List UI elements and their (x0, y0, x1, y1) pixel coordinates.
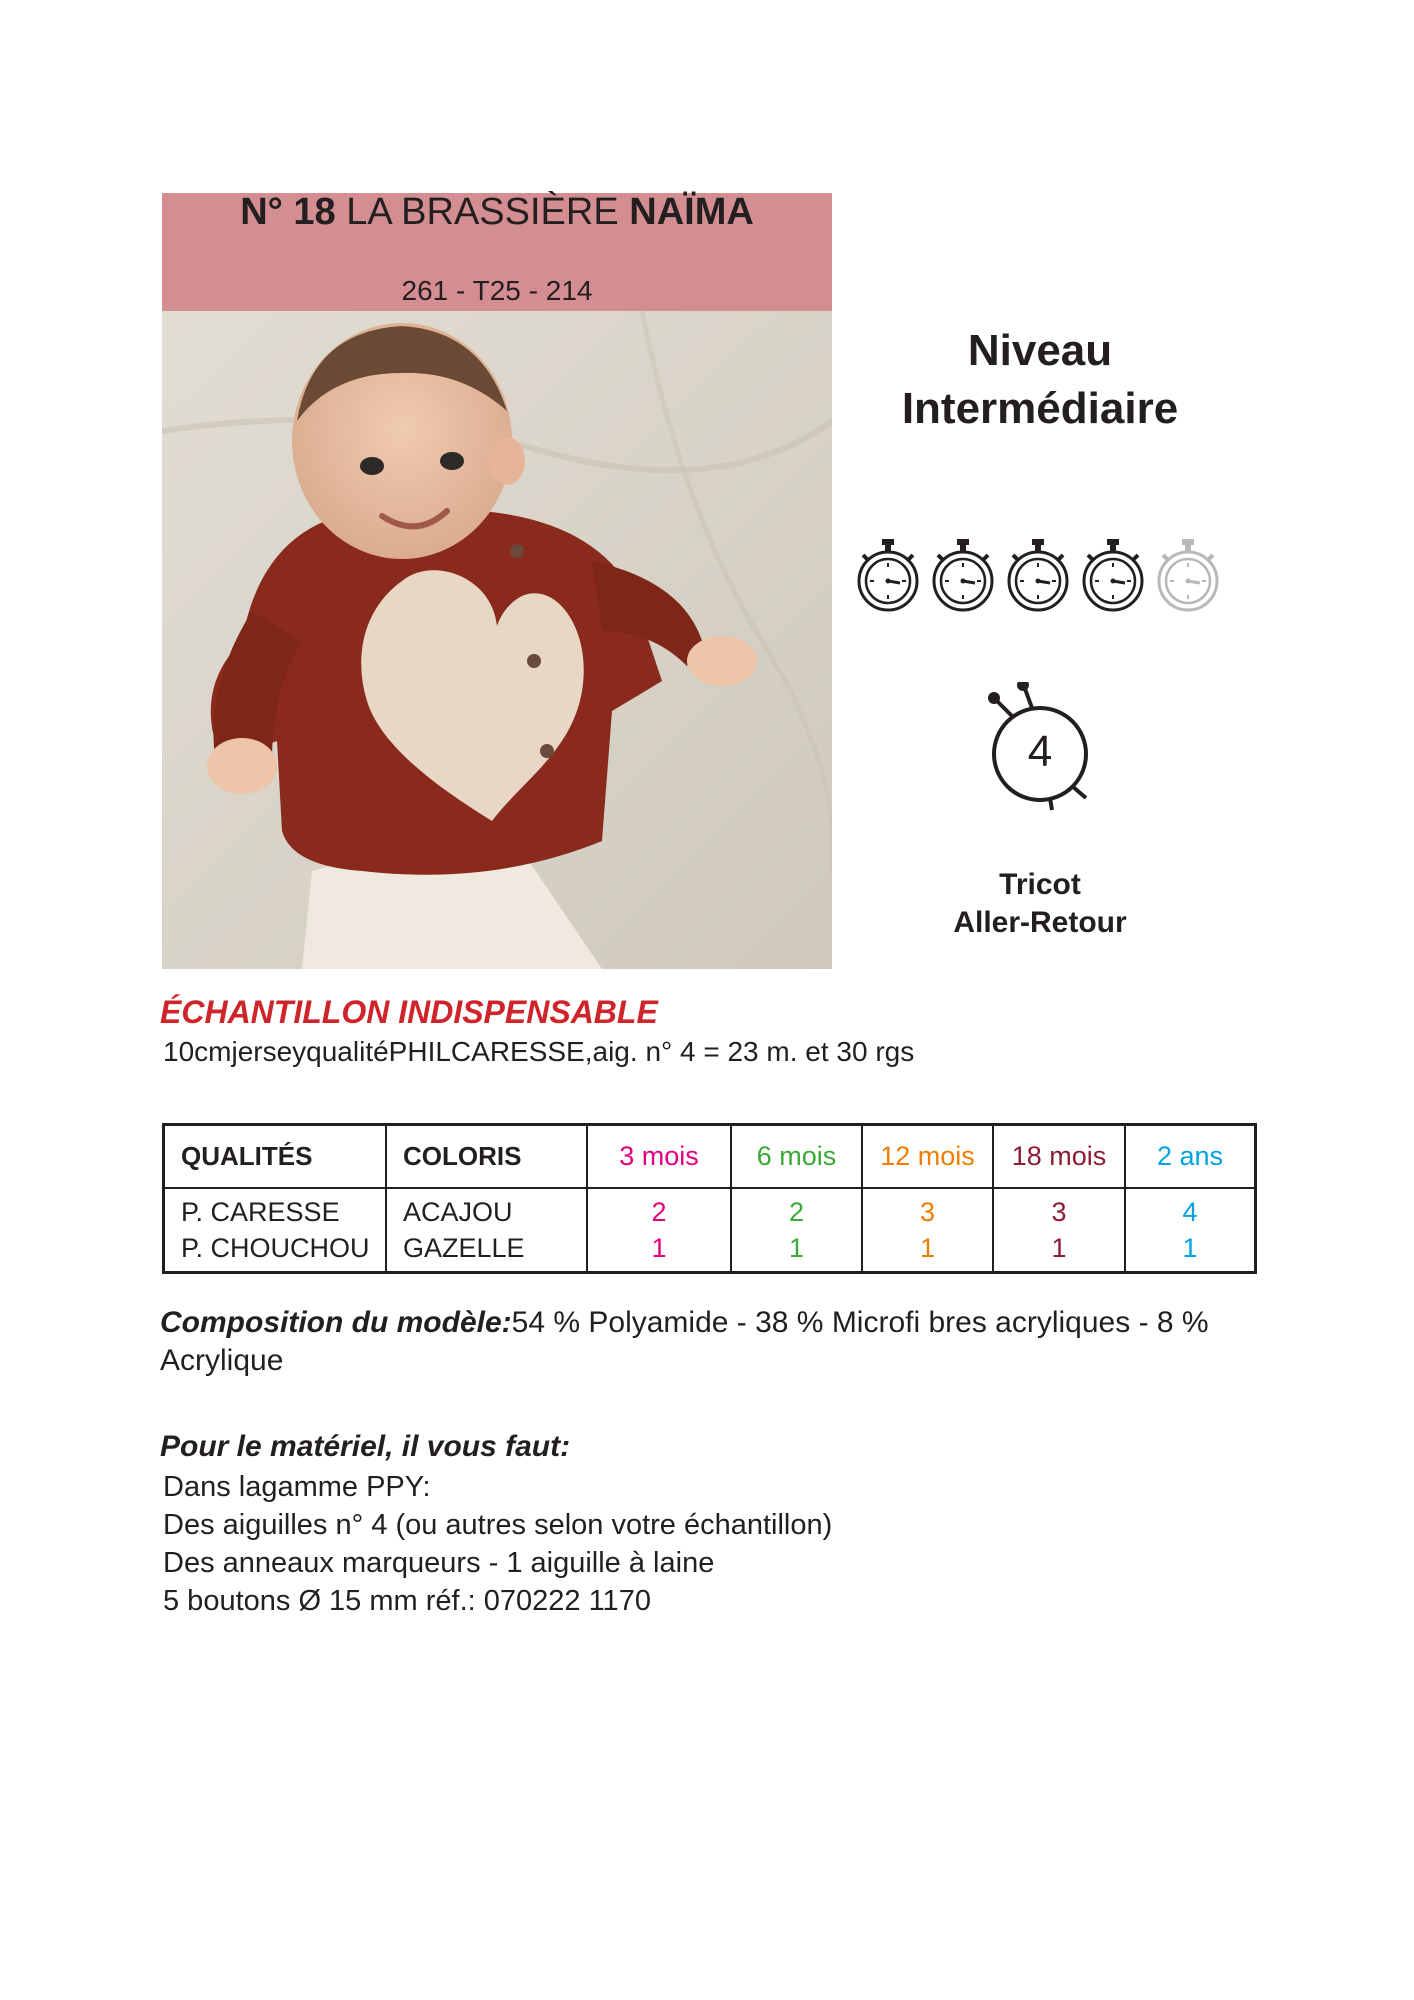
composition-label: Composition du modèle: (160, 1306, 512, 1339)
pattern-type: LA BRASSIÈRE (346, 191, 619, 233)
quantity-value: 2 (651, 1197, 667, 1227)
size-header: 12 mois (862, 1125, 993, 1189)
quantity-cell (587, 1188, 731, 1273)
difficulty-level (860, 322, 1220, 438)
title-banner (162, 193, 832, 311)
yarn-table (162, 1123, 1257, 1274)
needle-size: 4 (1027, 727, 1053, 776)
quantity-value: 3 (919, 1197, 936, 1227)
quantity-cell (862, 1188, 993, 1273)
list-item: 5 boutons Ø 15 mm réf.: 070222 1170 (163, 1585, 651, 1617)
quantity-value: 2 (788, 1197, 805, 1227)
quality-name: P. CARESSE (181, 1197, 340, 1227)
quantity-value: 1 (788, 1233, 805, 1263)
baby-sweater-illustration (162, 311, 832, 969)
level-label: Niveau (967, 326, 1113, 375)
quantity-value: 1 (1051, 1233, 1067, 1263)
composition (160, 1304, 1260, 1380)
quality-name: P. CHOUCHOU (181, 1233, 370, 1263)
pattern-number: N° 18 (240, 191, 336, 233)
quantity-value: 1 (651, 1233, 667, 1263)
size-header: 3 mois (587, 1125, 731, 1189)
list-item: Des aiguilles n° 4 (ou autres selon votre échantillon) (163, 1509, 833, 1541)
stopwatch-icon (1155, 537, 1221, 613)
sample-text: 10cmjerseyqualitéPHILCARESSE,aig. n° 4 = 23 m. et 30 rgs (163, 1036, 915, 1067)
sample-heading: ÉCHANTILLON INDISPENSABLE (160, 994, 658, 1030)
stopwatch-icon (855, 537, 921, 613)
quantity-cell (731, 1188, 862, 1273)
product-photo (162, 311, 832, 969)
quantity-cell (1125, 1188, 1256, 1273)
quantity-value: 4 (1182, 1197, 1198, 1227)
table-row (164, 1188, 1256, 1273)
column-header-quality: QUALITÉS (164, 1125, 387, 1189)
difficulty-rating (855, 537, 1235, 617)
color-name: GAZELLE (403, 1233, 525, 1263)
stopwatch-icon (930, 537, 996, 613)
column-header-color: COLORIS (386, 1125, 587, 1189)
technique (900, 866, 1180, 942)
pattern-title (162, 193, 832, 231)
technique-line2: Aller-Retour (953, 906, 1127, 939)
reference-code: 261 - T25 - 214 (401, 275, 593, 306)
materials-heading: Pour le matériel, il vous faut: (160, 1430, 571, 1463)
stopwatch-icon (1080, 537, 1146, 613)
list-item: Des anneaux marqueurs - 1 aiguille à laine (163, 1547, 715, 1579)
stopwatch-icon (1005, 537, 1071, 613)
list-item: Dans lagamme PPY: (163, 1471, 431, 1503)
size-header: 18 mois (993, 1125, 1125, 1189)
quantity-value: 1 (1182, 1233, 1198, 1263)
technique-line1: Tricot (999, 868, 1081, 901)
quantity-value: 1 (919, 1233, 936, 1263)
materials-list (163, 1468, 832, 1620)
table-header-row (164, 1125, 1256, 1189)
quantity-value: 3 (1051, 1197, 1067, 1227)
color-name: ACAJOU (403, 1197, 513, 1227)
quantity-cell (993, 1188, 1125, 1273)
size-header: 2 ans (1125, 1125, 1256, 1189)
color-cell (386, 1188, 587, 1273)
pattern-name: NAÏMA (629, 191, 754, 233)
size-header: 6 mois (731, 1125, 862, 1189)
quality-cell (164, 1188, 387, 1273)
composition-text: 54 % Polyamide - 38 % Microfi bres acryliques - 8 % Acrylique (160, 1306, 1209, 1377)
level-value: Intermédiaire (901, 384, 1179, 433)
